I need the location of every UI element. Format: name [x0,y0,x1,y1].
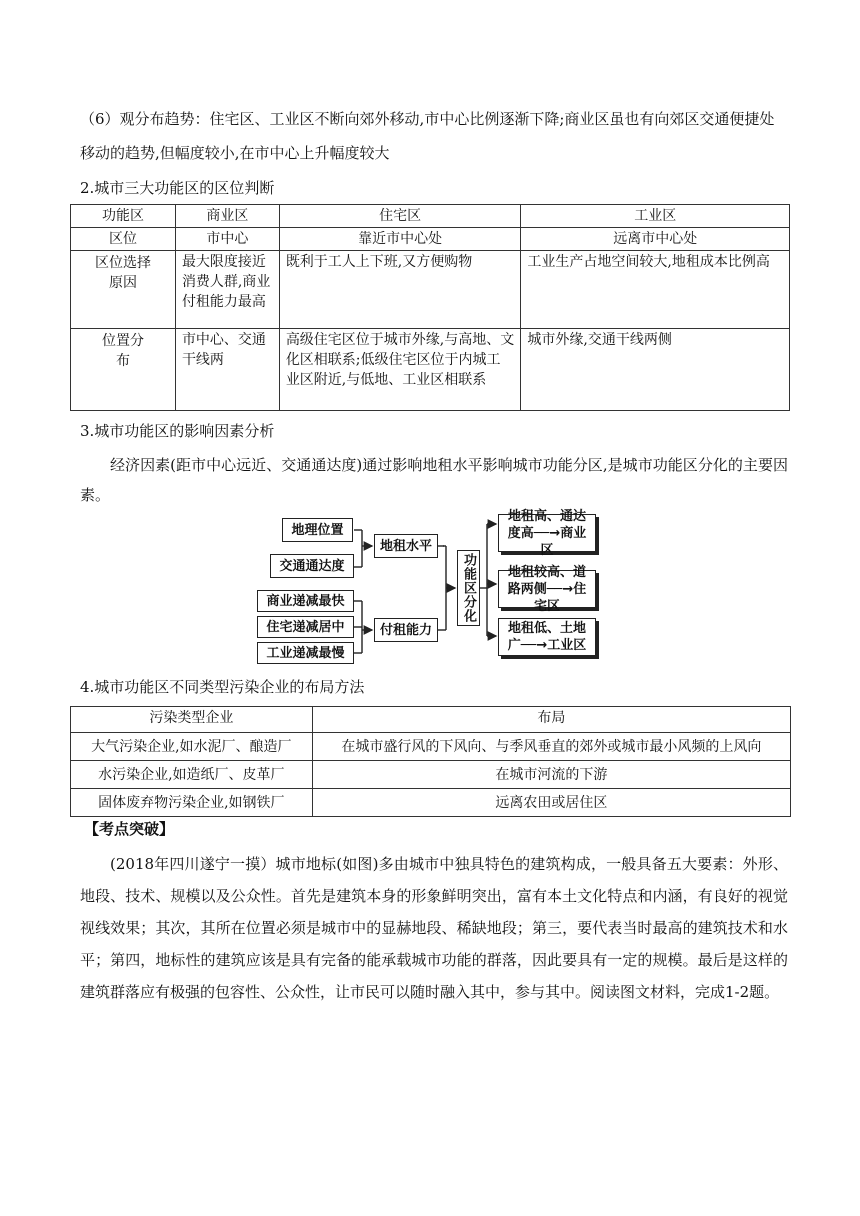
intro-line-2: 移动的趋势,但幅度较小,在市中心上升幅度较大 [80,144,390,162]
table-cell: 远离市中心处 [521,228,790,251]
intro-line-1: （6）观分布趋势：住宅区、工业区不断向郊外移动,市中心比例逐渐下降;商业区虽也有向郊区交通便捷处 [80,110,775,128]
diagram-box-output-residence: 地租较高、道路两侧──→住宅区 [498,570,596,608]
table-cell: 水污染企业,如造纸厂、皮革厂 [71,761,313,789]
table-cell: 城市外缘,交通干线两侧 [521,329,790,411]
table-cell: 靠近市中心处 [279,228,521,251]
functional-zone-table [70,204,790,411]
table-cell: 市中心、交通干线两 [175,329,279,411]
section3-heading: 3.城市功能区的影响因素分析 [80,422,275,440]
table-cell: 远离农田或居住区 [312,789,790,817]
table-cell: 位置分布 [71,329,176,411]
table-cell: 最大限度接近消费人群,商业付租能力最高 [175,251,279,329]
diagram-box-residence-decline: 住宅递减居中 [257,616,354,638]
table-cell: 在城市盛行风的下风向、与季风垂直的郊外或城市最小风频的上风向 [312,733,790,761]
section4-heading: 4.城市功能区不同类型污染企业的布局方法 [80,678,365,696]
table-cell: 在城市河流的下游 [312,761,790,789]
table-header-cell: 商业区 [175,205,279,228]
diagram-box-industry-decline: 工业递减最慢 [257,642,354,664]
table-header-cell: 工业区 [521,205,790,228]
section3-paragraph: 经济因素(距市中心远近、交通通达度)通过影响地租水平影响城市功能分区,是城市功能区分化的主要因素。 [80,456,788,504]
table-cell: 大气污染企业,如水泥厂、酿造厂 [71,733,313,761]
table-cell: 区位选择原因 [71,251,176,329]
table-header-cell: 布局 [312,707,790,733]
table-header-cell: 功能区 [71,205,176,228]
diagram-box-differentiation: 功能区分化 [457,550,480,626]
diagram-box-rent-ability: 付租能力 [374,618,438,642]
table-cell: 工业生产占地空间较大,地租成本比例高 [521,251,790,329]
section2-heading: 2.城市三大功能区的区位判断 [80,179,275,197]
diagram-box-commerce-decline: 商业递减最快 [257,590,354,612]
pollution-layout-table [70,706,791,817]
table-cell: 区位 [71,228,176,251]
function-zone-diagram [254,508,634,661]
table-cell: 高级住宅区位于城市外缘,与高地、文化区相联系;低级住宅区位于内城工业区附近,与低地、工业区相联系 [279,329,521,411]
table-cell: 既利于工人上下班,又方便购物 [279,251,521,329]
diagram-box-output-industry: 地租低、土地广──→工业区 [498,618,596,656]
breakthrough-heading: 【考点突破】 [84,820,175,838]
table-header-cell: 污染类型企业 [71,707,313,733]
diagram-box-rent-level: 地租水平 [374,534,438,558]
table-cell: 固体废弃物污染企业,如钢铁厂 [71,789,313,817]
table-header-cell: 住宅区 [279,205,521,228]
diagram-box-geo: 地理位置 [282,518,353,542]
breakthrough-paragraph: (2018年四川遂宁一摸）城市地标(如图)多由城市中独具特色的建筑构成，一般具备五大要素：外形、地段、技术、规模以及公众性。首先是建筑本身的形象鲜明突出，富有本土文化特点和内涵，有良好的视觉视线效果；其次，其所在位置必须是城市中的显赫地段、稀缺地段；第三，要代表当时最高的建筑技术和水平；第四，地标性的建筑应该是具有完备的能承载城市功能的群落，因此要具有一定的规模。最后是这样的建筑群落应有极强的包容性、公众性，让市民可以随时融入其中，参与其中。阅读图文材料，完成1-2题。 [80,855,788,1001]
table-cell: 市中心 [175,228,279,251]
diagram-box-traffic: 交通通达度 [270,554,354,578]
diagram-box-output-commerce: 地租高、通达度高──→商业区 [498,514,596,552]
